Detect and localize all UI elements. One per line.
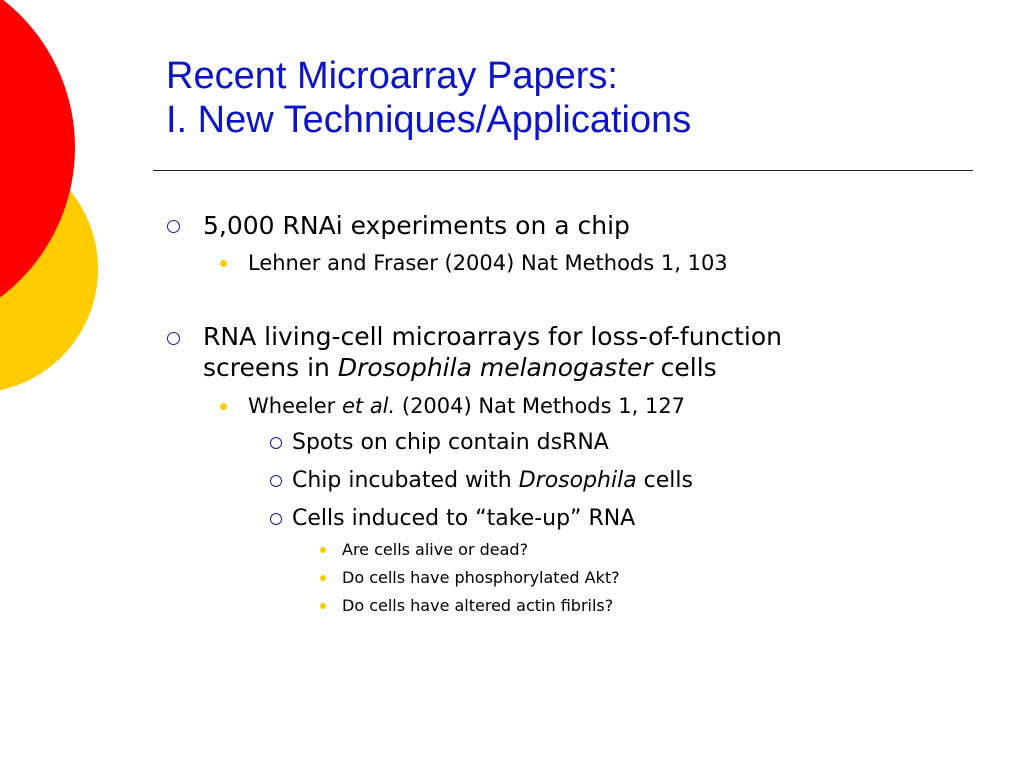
filled-bullet-icon (220, 403, 227, 410)
bullet-living-cell-line2 (203, 352, 717, 383)
bullet-spots-dsrna: Spots on chip contain dsRNA (292, 430, 609, 455)
text-segment: (2004) Nat Methods 1, 127 (395, 394, 686, 418)
bullet-wheeler-ref (248, 392, 685, 420)
bullet-lehner-ref: Lehner and Fraser (2004) Nat Methods 1, 103 (248, 251, 728, 275)
slide-title (166, 54, 691, 142)
bullet-phospho-akt: Do cells have phosphorylated Akt? (342, 568, 620, 587)
bullet-living-cell-line1: RNA living-cell microarrays for loss-of-function (203, 322, 783, 351)
text-segment: cells (636, 468, 693, 493)
title-line-2: I. New Techniques/Applications (166, 99, 692, 141)
bullet-rnai-chip: 5,000 RNAi experiments on a chip (203, 211, 630, 240)
text-segment: cells (652, 353, 717, 382)
title-line-1: Recent Microarray Papers: (166, 55, 618, 97)
title-divider (153, 170, 973, 171)
bullet-chip-incubated (292, 466, 693, 496)
filled-bullet-icon (320, 575, 326, 581)
bullet-actin-fibrils: Do cells have altered actin fibrils? (342, 596, 614, 615)
filled-bullet-icon (320, 547, 326, 553)
hollow-bullet-icon (270, 437, 282, 449)
text-segment: screens in (203, 353, 338, 382)
filled-bullet-icon (320, 603, 326, 609)
species-name: Drosophila (518, 468, 637, 493)
hollow-bullet-icon (270, 513, 282, 525)
bullet-alive-dead: Are cells alive or dead? (342, 540, 529, 559)
species-name: Drosophila melanogaster (337, 353, 653, 382)
text-segment: Chip incubated with (292, 468, 519, 493)
text-segment: Wheeler (248, 394, 342, 418)
hollow-bullet-icon (270, 475, 282, 487)
hollow-bullet-icon (167, 220, 180, 233)
et-al: et al. (341, 394, 396, 418)
hollow-bullet-icon (167, 332, 180, 345)
filled-bullet-icon (220, 260, 227, 267)
bullet-take-up-rna: Cells induced to “take-up” RNA (292, 506, 636, 531)
